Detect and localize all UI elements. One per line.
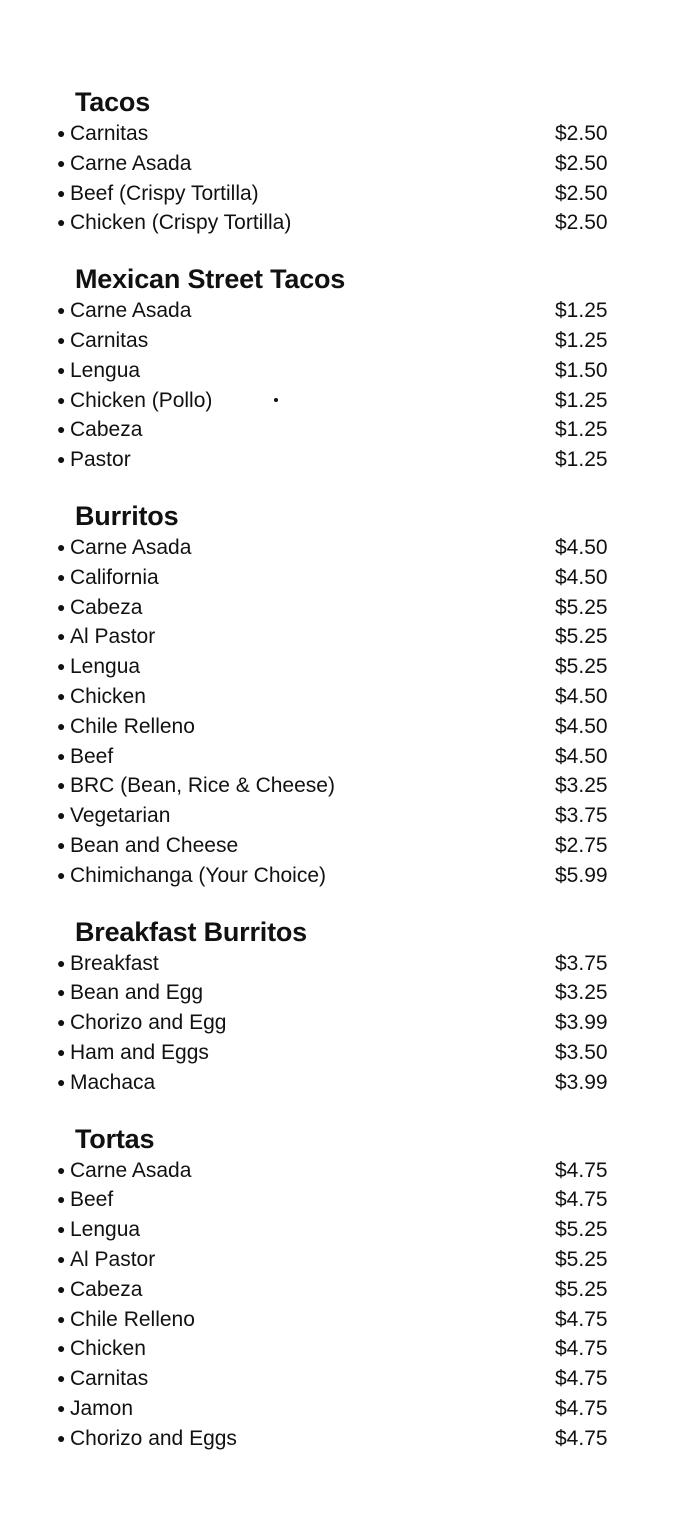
menu-item bbox=[0, 1156, 700, 1186]
bullet-icon: ● bbox=[57, 184, 66, 201]
item-name: Chile Relleno bbox=[70, 714, 195, 738]
bullet-icon: ● bbox=[57, 954, 66, 971]
menu-item bbox=[0, 949, 700, 979]
menu-item bbox=[0, 1215, 700, 1245]
item-name: Carnitas bbox=[70, 328, 149, 352]
bullet-icon: ● bbox=[57, 451, 66, 468]
item-price: $1.50 bbox=[555, 358, 608, 382]
item-name: Breakfast bbox=[70, 951, 159, 975]
item-name: Carnitas bbox=[70, 122, 149, 145]
bullet-icon: ● bbox=[57, 1161, 66, 1178]
item-name: Carne Asada bbox=[70, 1158, 192, 1182]
item-price: $5.25 bbox=[555, 1218, 608, 1242]
menu-item bbox=[0, 119, 700, 149]
item-price: $1.25 bbox=[555, 418, 608, 442]
item-price: $5.25 bbox=[555, 595, 608, 619]
item-name: Chicken bbox=[70, 684, 146, 708]
item-price: $3.25 bbox=[555, 774, 608, 798]
section-title: Breakfast Burritos bbox=[75, 916, 307, 947]
item-name: Bean and Egg bbox=[70, 981, 204, 1005]
menu-item bbox=[0, 1008, 700, 1038]
item-name: Chorizo and Eggs bbox=[70, 1426, 237, 1450]
item-name: Chicken (Crispy Tortilla) bbox=[70, 211, 292, 235]
menu-item bbox=[0, 593, 700, 623]
menu-item bbox=[0, 445, 700, 475]
item-price: $1.25 bbox=[555, 299, 608, 323]
menu-section bbox=[0, 87, 700, 238]
menu-item bbox=[0, 801, 700, 831]
bullet-icon: ● bbox=[57, 302, 66, 319]
item-name: Al Pastor bbox=[70, 625, 156, 649]
item-price: $3.99 bbox=[555, 1011, 608, 1035]
item-price: $4.75 bbox=[555, 1426, 608, 1450]
menu-item bbox=[0, 208, 700, 238]
item-name: Carne Asada bbox=[70, 151, 192, 175]
bullet-icon: ● bbox=[57, 687, 66, 704]
bullet-icon: ● bbox=[57, 568, 66, 585]
bullet-icon: ● bbox=[57, 154, 66, 171]
bullet-icon: ● bbox=[57, 807, 66, 824]
bullet-icon: ● bbox=[57, 1310, 66, 1327]
item-name: Ham and Eggs bbox=[70, 1040, 209, 1064]
bullet-icon: ● bbox=[57, 331, 66, 348]
bullet-icon: ● bbox=[57, 125, 66, 141]
item-price: $3.75 bbox=[555, 951, 608, 975]
menu-item bbox=[0, 1334, 700, 1364]
menu-item bbox=[0, 563, 700, 593]
item-name: Chimichanga (Your Choice) bbox=[70, 863, 327, 887]
menu-item bbox=[0, 1305, 700, 1335]
menu-item bbox=[0, 1424, 700, 1454]
menu-item bbox=[0, 1038, 700, 1068]
menu-item bbox=[0, 771, 700, 801]
item-price: $2.50 bbox=[555, 151, 608, 175]
item-price: $4.75 bbox=[555, 1158, 608, 1182]
item-name: Beef bbox=[70, 1188, 114, 1212]
item-name: BRC (Bean, Rice & Cheese) bbox=[70, 774, 335, 798]
item-price: $4.50 bbox=[555, 744, 608, 768]
item-name: Cabeza bbox=[70, 1277, 143, 1301]
item-price: $3.25 bbox=[555, 981, 608, 1005]
item-price: $4.75 bbox=[555, 1367, 608, 1391]
bullet-icon: ● bbox=[57, 1340, 66, 1357]
item-price: $1.25 bbox=[555, 328, 608, 352]
bullet-icon: ● bbox=[57, 1191, 66, 1208]
bullet-icon: ● bbox=[57, 421, 66, 438]
item-price: $2.75 bbox=[555, 833, 608, 857]
menu-item bbox=[0, 386, 700, 416]
bullet-icon: ● bbox=[57, 1221, 66, 1238]
item-name: Carne Asada bbox=[70, 535, 192, 559]
bullet-icon: ● bbox=[57, 984, 66, 1001]
item-price: $5.25 bbox=[555, 1247, 608, 1271]
bullet-icon: ● bbox=[57, 391, 66, 408]
section-title: Tortas bbox=[75, 1123, 155, 1154]
section-title: Tacos bbox=[75, 87, 151, 117]
menu-item bbox=[0, 1364, 700, 1394]
menu-item bbox=[0, 978, 700, 1008]
item-name: Al Pastor bbox=[70, 1247, 156, 1271]
item-name: California bbox=[70, 565, 159, 589]
bullet-icon: ● bbox=[57, 214, 66, 231]
item-price: $3.99 bbox=[555, 1070, 608, 1094]
bullet-icon: ● bbox=[57, 866, 66, 883]
item-price: $3.50 bbox=[555, 1040, 608, 1064]
menu-item bbox=[0, 296, 700, 326]
bullet-icon: ● bbox=[57, 747, 66, 764]
item-name: Chile Relleno bbox=[70, 1307, 195, 1331]
menu-item bbox=[0, 356, 700, 386]
menu-item bbox=[0, 1185, 700, 1215]
item-price: $2.50 bbox=[555, 122, 608, 145]
item-name: Chicken bbox=[70, 1337, 146, 1361]
item-price: $4.75 bbox=[555, 1396, 608, 1420]
menu-section bbox=[0, 264, 700, 475]
item-price: $4.75 bbox=[555, 1337, 608, 1361]
menu-item bbox=[0, 179, 700, 209]
item-name: Machaca bbox=[70, 1070, 156, 1094]
item-price: $2.50 bbox=[555, 211, 608, 235]
bullet-icon: ● bbox=[57, 717, 66, 734]
item-price: $4.50 bbox=[555, 535, 608, 559]
menu-item bbox=[0, 326, 700, 356]
menu-section bbox=[0, 501, 700, 891]
bullet-icon: ● bbox=[57, 628, 66, 645]
bullet-icon: ● bbox=[57, 836, 66, 853]
item-name: Carnitas bbox=[70, 1367, 149, 1391]
section-title: Mexican Street Tacos bbox=[75, 264, 346, 295]
item-name: Beef (Crispy Tortilla) bbox=[70, 181, 259, 205]
item-name: Lengua bbox=[70, 358, 141, 382]
item-name: Pastor bbox=[70, 448, 131, 472]
item-name: Cabeza bbox=[70, 418, 143, 442]
bullet-icon: ● bbox=[57, 658, 66, 675]
menu-item bbox=[0, 1275, 700, 1305]
bullet-icon: ● bbox=[57, 598, 66, 615]
item-name: Cabeza bbox=[70, 595, 143, 619]
bullet-icon: ● bbox=[57, 1370, 66, 1387]
menu-item bbox=[0, 682, 700, 712]
item-name: Jamon bbox=[70, 1396, 134, 1420]
item-price: $4.75 bbox=[555, 1188, 608, 1212]
item-name: Lengua bbox=[70, 1218, 141, 1242]
section-title: Burritos bbox=[75, 500, 179, 531]
item-name: Vegetarian bbox=[70, 804, 171, 828]
item-name: Chicken (Pollo) bbox=[70, 388, 213, 412]
bullet-icon: ● bbox=[57, 777, 66, 794]
item-price: $3.75 bbox=[555, 804, 608, 828]
item-name: Carne Asada bbox=[70, 299, 192, 323]
item-price: $4.50 bbox=[555, 714, 608, 738]
bullet-icon: ● bbox=[57, 1043, 66, 1060]
bullet-icon: ● bbox=[57, 1250, 66, 1267]
bullet-icon: ● bbox=[57, 1014, 66, 1031]
item-price: $5.25 bbox=[555, 655, 608, 679]
menu-item bbox=[0, 861, 700, 891]
menu-item bbox=[0, 742, 700, 772]
menu-item bbox=[0, 1245, 700, 1275]
item-price: $1.25 bbox=[555, 388, 608, 412]
item-price: $4.50 bbox=[555, 565, 608, 589]
menu-item bbox=[0, 831, 700, 861]
menu-section bbox=[0, 1124, 700, 1454]
bullet-icon: ● bbox=[57, 1073, 66, 1090]
item-price: $1.25 bbox=[555, 448, 608, 472]
item-price: $5.25 bbox=[555, 625, 608, 649]
bullet-icon: ● bbox=[57, 361, 66, 378]
item-price: $2.50 bbox=[555, 181, 608, 205]
item-name: Chorizo and Egg bbox=[70, 1011, 227, 1035]
menu-item bbox=[0, 712, 700, 742]
menu-item bbox=[0, 1394, 700, 1424]
menu-item bbox=[0, 149, 700, 179]
bullet-icon: ● bbox=[57, 538, 66, 555]
menu-item bbox=[0, 533, 700, 563]
item-price: $5.99 bbox=[555, 863, 608, 887]
bullet-icon: ● bbox=[57, 1280, 66, 1297]
menu-item bbox=[0, 622, 700, 652]
item-price: $4.75 bbox=[555, 1307, 608, 1331]
item-name: Beef bbox=[70, 744, 114, 768]
menu-item bbox=[0, 652, 700, 682]
menu-item bbox=[0, 1068, 700, 1098]
bullet-icon: ● bbox=[57, 1399, 66, 1416]
item-price: $5.25 bbox=[555, 1277, 608, 1301]
menu-item bbox=[0, 415, 700, 445]
item-price: $4.50 bbox=[555, 684, 608, 708]
item-name: Bean and Cheese bbox=[70, 833, 239, 857]
item-name: Lengua bbox=[70, 655, 141, 679]
menu-section bbox=[0, 917, 700, 1098]
bullet-icon: ● bbox=[57, 1429, 66, 1446]
